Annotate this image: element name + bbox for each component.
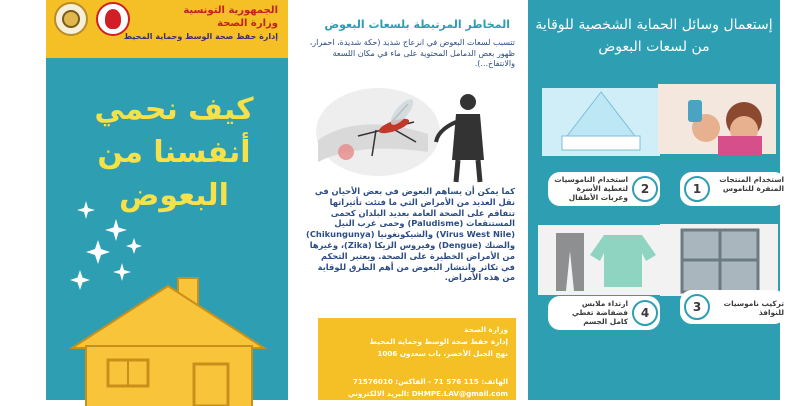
tip-bed-net <box>548 172 660 206</box>
tip-text: تركيب ناموسيات للنوافذ <box>723 299 784 317</box>
risks-paragraph-2: كما يمكن أن يساهم البعوض في بعض الأحيان في نقل العديد من الأمراض التي ما فتئت تأثيراتها تتفاقم على الصحة العامة بعديد البلدان كحمى المستنقعات (Paludisme) وحمى غرب النيل (Virus West Nile) والشيكونغونيا (Chikungunya) والضنك (Dengue) وفيروس الزيكا (Zika)، وغيرها من الأمراض الخطيرة على الصحة. ويعتبر التحكم في تكاثر وانتشار البعوض من أهم الطرق للوقاية من هذه الأمراض. <box>306 186 515 283</box>
tip-text: استخدام الناموسيات لتغطية الأسرة وعربات الأطفال <box>554 175 628 202</box>
cover-title: كيف نحمي أنفسنا من البعوض <box>94 92 254 213</box>
bed-net-photo <box>542 88 660 156</box>
protection-panel <box>528 0 784 400</box>
tip-clothing <box>548 296 660 330</box>
protection-title: إستعمال وسائل الحماية الشخصية للوقاية من لسعات البعوض <box>535 17 773 55</box>
repellent-spray-photo <box>658 84 776 154</box>
risks-title: المخاطر المرتبطة بلسعات البعوض <box>324 18 510 31</box>
contact-department: إدارة حفظ صحة الوسط وحماية المحيط <box>369 337 508 346</box>
tip-number: 2 <box>632 176 658 202</box>
ministry-seal-emblem <box>54 2 88 36</box>
contact-email: البريد الالكتروني: DHMPE.LAV@gmail.com <box>347 389 508 398</box>
header-ministry: وزارة الصحة <box>217 18 278 29</box>
tip-text: استخدام المنتجات المنفرة للناموس <box>719 175 784 193</box>
cover-header <box>46 0 288 58</box>
tip-number: 1 <box>684 176 710 202</box>
tip-text: ارتداء ملابس فضفاضة تغطي كامل الجسم <box>571 299 628 326</box>
contact-phone-fax: الهاتف: 115 576 71 - الفاكس: 71576010 <box>352 377 508 386</box>
tip-repellent <box>680 172 786 206</box>
tip-window-screen <box>680 290 786 324</box>
contact-address: نهج الجبل الأخضر، باب سعدون 1006 <box>377 349 508 358</box>
long-clothing-photo <box>538 225 660 295</box>
seal-center <box>62 10 80 28</box>
contact-ministry: وزارة الصحة <box>464 325 508 334</box>
mosquito-illustration <box>318 82 516 182</box>
tip-number: 4 <box>632 300 658 326</box>
header-republic: الجمهورية التونسية <box>183 5 278 16</box>
contact-box <box>318 318 516 400</box>
tip-number: 3 <box>684 294 710 320</box>
window-screen-photo <box>660 224 778 296</box>
house-illustration <box>60 256 290 406</box>
header-department: إدارة حفظ صحة الوسط وحماية المحيط <box>123 32 278 41</box>
risks-paragraph-1: تتسبب لسعات البعوض في انزعاج شديد (حكة شديدة، احمرار، ظهور بعض الدمامل المحتوية على ماء في مكان اللسعة والانتفاخ...). <box>309 38 515 68</box>
cover-panel <box>46 0 288 400</box>
